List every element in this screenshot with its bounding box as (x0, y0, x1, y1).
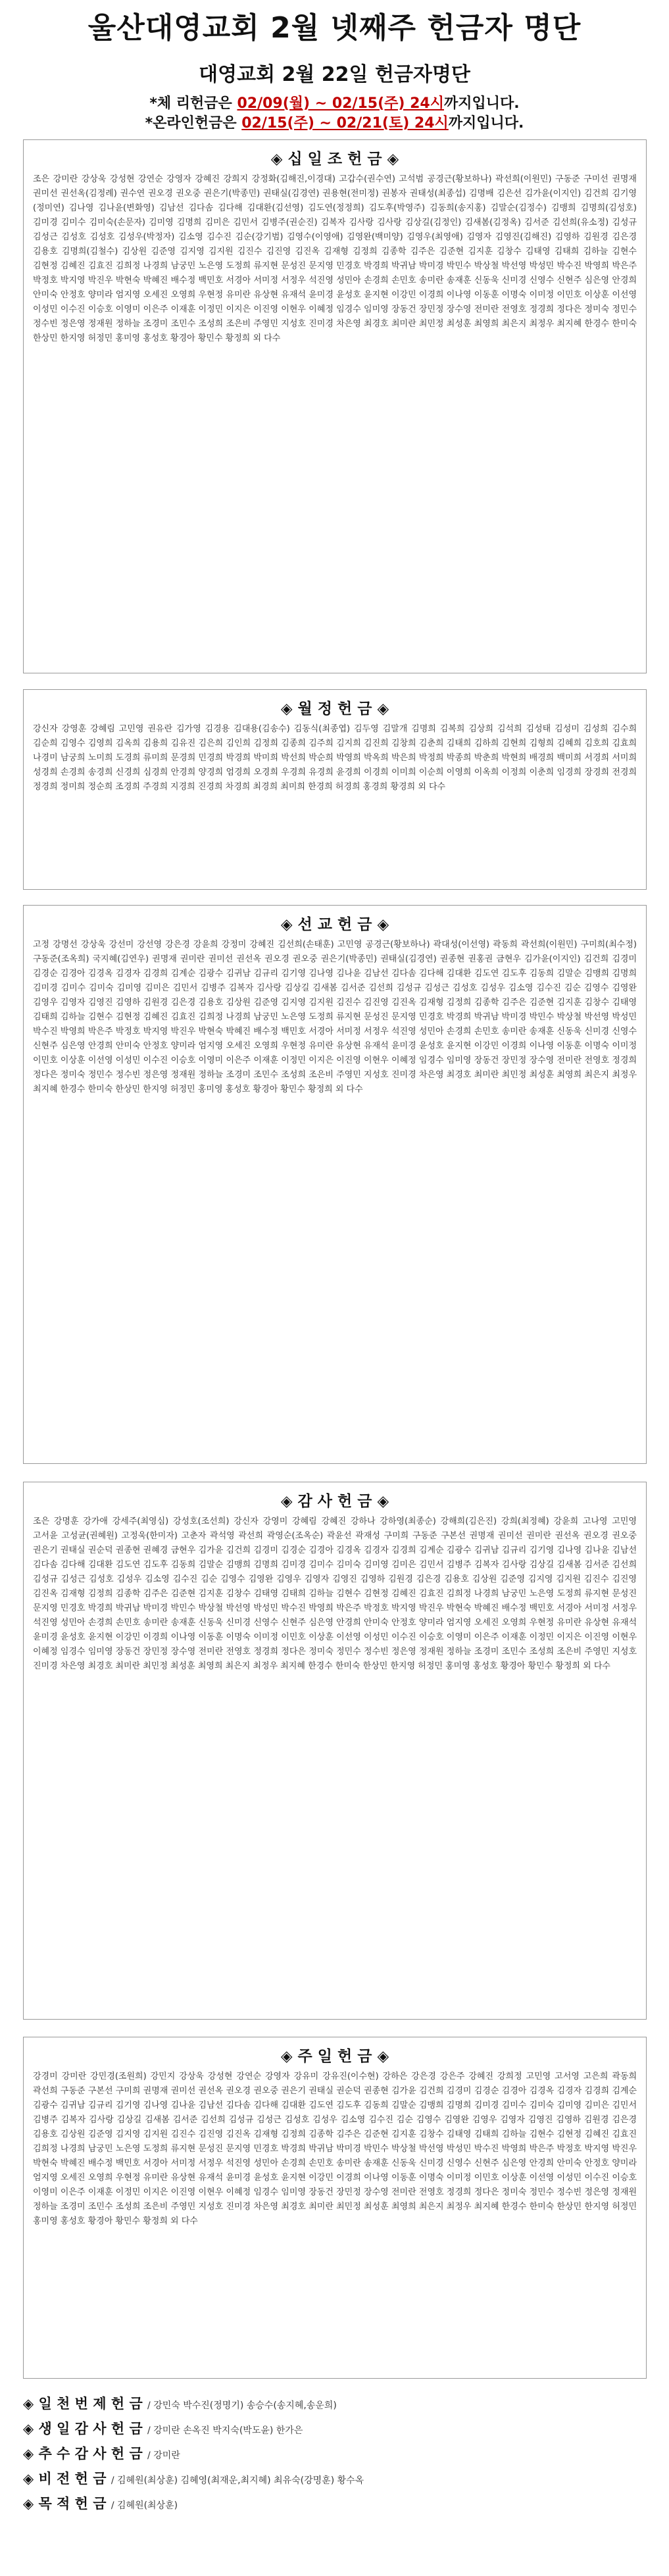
special-offering-harvest (23, 2442, 647, 2467)
special-offering-thousand (23, 2393, 647, 2418)
special-offering-label: ◈ 목 적 헌 금 (23, 2496, 107, 2512)
notice-online-prefix: *온라인헌금은 (145, 115, 242, 132)
section-names: 조은 강명훈 강가애 강세주(최영심) 강성호(조선희) 강신자 강영미 강혜림 강혜진 강하나 강하영(최종순) 강해희(김은진) 강희(최정혜) 강윤희 고나영 고민영 고서윤 고성균(권혜원) 고정욱(한미자) 고춘자 곽석영 곽선희 곽영순(조옥순) 곽윤선 곽재성 구미희 구동준 구본선 권명재 권미선 권미란 권선옥 권오경 권오중 권은기 권태실 권순덕 권종현 권혜경 금현우 김가윤 김건희 김경미 김경순 김경아 김경옥 김경자 김경희 김계순 김광수 김귀남 김규리 김기영 김나영 김나윤 김남선 김다솜 김다해 김대환 김도연 김도후 김동희 김말순 김맹희 김명희 김미경 김미수 김미숙 김미영 김미은 김민서 김병주 김복자 김사랑 김상길 김새봄 김서준 김선희 김성규 김성근 김성호 김성우 김소영 김수진 김순 김영수 김영완 김영우 김영자 김영진 김영하 김원경 김은경 김용호 김상원 김준영 김지영 김지원 김진수 김진영 김진옥 김재형 김정희 김종학 김주은 김준현 김지훈 김창수 김태영 김태희 김하늘 김현수 김현정 김혜진 김효진 김희정 나경희 남궁민 노은영 도정희 류지현 문성진 문지영 민경호 박경희 박귀남 박미경 박민수 박상철 박선영 박성민 박수진 박영희 박은주 박정호 박지영 박진우 박현숙 박혜진 배수정 백민호 서경아 서미정 서정우 석진영 성민아 손경희 손민호 송미란 송재훈 신동욱 신미경 신영수 신현주 심은영 안경희 안미숙 안정호 양미라 엄지영 오세진 오영희 우현정 유미란 유상현 유재석 윤미경 윤성호 윤지현 이강민 이경희 이나영 이동훈 이명숙 이미정 이민호 이상훈 이선영 이성민 이수진 이승호 이영미 이은주 이재훈 이정민 이지은 이진영 이현우 이혜정 임경수 임미영 장동건 장민정 장수영 전미란 전영호 정경희 정다은 정미숙 정민수 정수빈 정은영 정재원 정하늘 조경미 조민수 조성희 조은비 주영민 지성호 진미경 차은영 최경호 최미란 최민정 최성훈 최영희 최은지 최정우 최지혜 한경수 한미숙 한상민 한지영 허정민 홍미영 홍성호 황경아 황민수 황정희 외 다수 (33, 1517, 637, 1671)
notice-online (0, 112, 669, 132)
page-subtitle: 대영교회 2월 22일 헌금자명단 (199, 63, 470, 86)
section-mission (23, 905, 647, 1464)
page-title: 울산대영교회 2월 넷째주 헌금자 명단 (87, 11, 582, 45)
special-offering-label: ◈ 생 일 감 사 헌 금 (23, 2421, 143, 2437)
notice-online-range: 02/15(주) ~ 02/21(토) 24시 (241, 115, 449, 132)
section-heading: ◈ 십 일 조 헌 금 ◈ (270, 151, 399, 168)
notice-offline-suffix: 까지입니다. (444, 95, 520, 112)
special-offerings (23, 2393, 647, 2517)
section-heading: ◈ 월 정 헌 금 ◈ (280, 700, 389, 717)
notice-offline-range: 02/09(월) ~ 02/15(주) 24시 (237, 95, 444, 112)
section-monthly (23, 689, 647, 890)
section-heading: ◈ 감 사 헌 금 ◈ (280, 1493, 389, 1510)
special-offering-label: ◈ 일 천 번 제 헌 금 (23, 2396, 143, 2412)
section-heading: ◈ 주 일 헌 금 ◈ (280, 2048, 389, 2065)
special-offering-detail: / 강민숙 박수진(정명기) 송승수(송지혜,송운희) (147, 2400, 337, 2411)
notice-offline (0, 92, 669, 112)
special-offering-detail: / 강미란 손옥진 박지숙(박도윤) 한가은 (147, 2425, 303, 2436)
section-names: 강신자 강영훈 강혜림 고민영 권유란 김가영 김경용 김대용(김송수) 김동식(최종엽) 김두영 김말개 김명희 김복희 김상희 김석희 김성태 김성미 김성희 김수희 김순희 김영수 김영희 김옥희 김용희 김유진 김은희 김인희 김정희 김종희 김주희 김지희 김진희 김창희 김춘희 김태희 김하희 김현희 김형희 김혜희 김호희 김효희 나경미 남궁희 노미희 도경희 류미희 문경희 민경희 박경희 박미희 박선희 박순희 박영희 박옥희 박은희 박정희 박종희 박춘희 박현희 배경희 백미희 서경희 서미희 성경희 손경희 송경희 신경희 심경희 안경희 양경희 엄경희 오경희 우경희 유경희 윤경희 이경희 이미희 이순희 이영희 이옥희 이정희 이춘희 임경희 장경희 전경희 정경희 정미희 정순희 조경희 주경희 지경희 진경희 차경희 최경희 최미희 한경희 허경희 홍경희 황경희 외 다수 (33, 724, 637, 792)
section-sunday (23, 2037, 647, 2379)
notice-offline-prefix: *체 리헌금은 (149, 95, 237, 112)
special-offering-label: ◈ 추 수 감 사 헌 금 (23, 2446, 143, 2462)
section-tithe (23, 139, 647, 673)
special-offering-birthday (23, 2418, 647, 2442)
notice-online-suffix: 까지입니다. (448, 115, 524, 132)
special-offering-detail: / 김혜원(최상훈) 김혜영(최재운,최지혜) 최유숙(강명훈) 황수옥 (111, 2475, 364, 2486)
section-names: 강경미 강미란 강민경(조원희) 강민지 강상욱 강성현 강연순 강영자 강유미 강유진(이수현) 강하은 강은경 강은주 강혜진 강희정 고민영 고서영 고은희 곽동희 곽선희 구동준 구본선 구미희 권명재 권미선 권선옥 권오경 권오중 권은기 권태실 권순덕 권종현 김가윤 김건희 김경미 김경순 김경아 김경옥 김경자 김경희 김계순 김광수 김귀남 김규리 김기영 김나영 김나윤 김남선 김다솜 김다해 김대환 김도연 김도후 김동희 김말순 김맹희 김명희 김미경 김미수 김미숙 김미영 김미은 김민서 김병주 김복자 김사랑 김상길 김새봄 김서준 김선희 김성규 김성근 김성호 김성우 김소영 김수진 김순 김영수 김영완 김영우 김영자 김영진 김영하 김원경 김은경 김용호 김상원 김준영 김지영 김지원 김진수 김진영 김진옥 김재형 김정희 김종학 김주은 김준현 김지훈 김창수 김태영 김태희 김하늘 김현수 김현정 김혜진 김효진 김희정 나경희 남궁민 노은영 도정희 류지현 문성진 문지영 민경호 박경희 박귀남 박미경 박민수 박상철 박선영 박성민 박수진 박영희 박은주 박정호 박지영 박진우 박현숙 박혜진 배수정 백민호 서경아 서미정 서정우 석진영 성민아 손경희 손민호 송미란 송재훈 신동욱 신미경 신영수 신현주 심은영 안경희 안미숙 안정호 양미라 엄지영 오세진 오영희 우현정 유미란 유상현 유재석 윤미경 윤성호 윤지현 이강민 이경희 이나영 이동훈 이명숙 이미정 이민호 이상훈 이선영 이성민 이수진 이승호 이영미 이은주 이재훈 이정민 이지은 이진영 이현우 이혜정 임경수 임미영 장동건 장민정 장수영 전미란 전영호 정경희 정다은 정미숙 정민수 정수빈 정은영 정재원 정하늘 조경미 조민수 조성희 조은비 주영민 지성호 진미경 차은영 최경호 최미란 최민정 최성훈 최영희 최은지 최정우 최지혜 한경수 한미숙 한상민 한지영 허정민 홍미영 홍성호 황경아 황민수 황정희 외 다수 (33, 2072, 637, 2226)
special-offering-detail: / 강미란 (147, 2450, 180, 2461)
section-thanks (23, 1482, 647, 2020)
section-names: 고정 강명선 강상욱 강선미 강선영 강은경 강윤희 강정미 강혜진 김선희(손태훈) 고민영 공경근(황보하나) 곽대성(이선영) 곽동희 곽선희(이원민) 구미희(최수정) 구동준(조옥희) 국지혜(김연우) 권명재 권미란 권미선 권선옥 권오경 권오중 권은기(박종민) 권태실(김경연) 권종현 권홍권 금현우 김가윤(이지인) 김건희 김경미 김경순 김경아 김경옥 김경자 김경희 김계순 김광수 김귀남 김규리 김기영 김나영 김나윤 김남선 김다솜 김다해 김대환 김도연 김도후 김동희 김말순 김맹희 김명희 김미경 김미수 김미숙 김미영 김미은 김민서 김병주 김복자 김사랑 김상길 김새봄 김서준 김선희 김성규 김성근 김성호 김성우 김소영 김수진 김순 김영수 김영완 김영우 김영자 김영진 김영하 김원경 김은경 김용호 김상원 김준영 김지영 김지원 김진수 김진영 김진옥 김재형 김정희 김종학 김주은 김준현 김지훈 김창수 김태영 김태희 김하늘 김현수 김현정 김혜진 김효진 김희정 나경희 남궁민 노은영 도정희 류지현 문성진 문지영 민경호 박경희 박귀남 박미경 박민수 박상철 박선영 박성민 박수진 박영희 박은주 박정호 박지영 박진우 박현숙 박혜진 배수정 백민호 서경아 서미정 서정우 석진영 성민아 손경희 손민호 송미란 송재훈 신동욱 신미경 신영수 신현주 심은영 안경희 안미숙 안정호 양미라 엄지영 오세진 오영희 우현정 유미란 유상현 유재석 윤미경 윤성호 윤지현 이강민 이경희 이나영 이동훈 이명숙 이미정 이민호 이상훈 이선영 이성민 이수진 이승호 이영미 이은주 이재훈 이정민 이지은 이진영 이현우 이혜정 임경수 임미영 장동건 장민정 장수영 전미란 전영호 정경희 정다은 정미숙 정민수 정수빈 정은영 정재원 정하늘 조경미 조민수 조성희 조은비 주영민 지성호 진미경 차은영 최경호 최미란 최민정 최성훈 최영희 최은지 최정우 최지혜 한경수 한미숙 한상민 한지영 허정민 홍미영 홍성호 황경아 황민수 황정희 외 다수 (33, 940, 637, 1094)
special-offering-detail: / 김혜원(최상훈) (111, 2500, 178, 2511)
special-offering-vision (23, 2467, 647, 2492)
section-names: 조은 강미란 강상욱 강성현 강연순 강영자 강혜진 강희지 강정화(김해진,이경대) 고갑수(권수연) 고석범 공경근(황보하나) 곽선희(이원민) 구동준 구미선 권명재 권미선 권선옥(김정례) 권수연 권오경 권오중 권은기(박종민) 권태실(김경연) 권용현(전미정) 권봉자 권태성(최종섭) 김명배 김은선 김가윤(이지인) 김건희 김기영(정미연) 김나영 김나윤(변화영) 김남선 김다솜 김다해 김대환(김선영) 김도연(정정희) 김도후(박영주) 김동희(송지홍) 김말순(김정수) 김맹희 김명희(김성호) 김미경 김미수 김미숙(손문자) 김미영 김명희 김미은 김민서 김병주(권순진) 김복자 김사랑 김사랑 김상길(김정인) 김새봄(김정옥) 김서준 김선희(유소정) 김성규 김성근 김성호 김성호 김성우(박정자) 김소영 김수진 김순(강기범) 김영수(이영애) 김영완(백미양) 김영우(최영애) 김영자 김영진(김해진) 김영하 김원경 김은경 김용호 김명희(김철수) 김상원 김준영 김지영 김지원 김진수 김진영 김진옥 김재형 김정희 김종학 김주은 김준현 김지훈 김창수 김태영 김태희 김하늘 김현수 김현정 김혜진 김효진 김희정 나경희 남궁민 노은영 도정희 류지현 문성진 문지영 민경호 박경희 박귀남 박미경 박민수 박상철 박선영 박성민 박수진 박영희 박은주 박정호 박지영 박진우 박현숙 박혜진 배수정 백민호 서경아 서미정 서정우 석진영 성민아 손경희 손민호 송미란 송재훈 신동욱 신미경 신영수 신현주 심은영 안경희 안미숙 안정호 양미라 엄지영 오세진 오영희 우현정 유미란 유상현 유재석 윤미경 윤성호 윤지현 이강민 이경희 이나영 이동훈 이명숙 이미정 이민호 이상훈 이선영 이성민 이수진 이승호 이영미 이은주 이재훈 이정민 이지은 이진영 이현우 이혜정 임경수 임미영 장동건 장민정 장수영 전미란 전영호 정경희 정다은 정미숙 정민수 정수빈 정은영 정재원 정하늘 조경미 조민수 조성희 조은비 주영민 지성호 진미경 차은영 최경호 최미란 최민정 최성훈 최영희 최은지 최정우 최지혜 한경수 한미숙 한상민 한지영 허정민 홍미영 홍성호 황경아 황민수 황정희 외 다수 (33, 174, 637, 343)
special-offering-purpose (23, 2492, 647, 2517)
section-heading: ◈ 선 교 헌 금 ◈ (280, 916, 389, 933)
special-offering-label: ◈ 비 전 헌 금 (23, 2471, 107, 2487)
